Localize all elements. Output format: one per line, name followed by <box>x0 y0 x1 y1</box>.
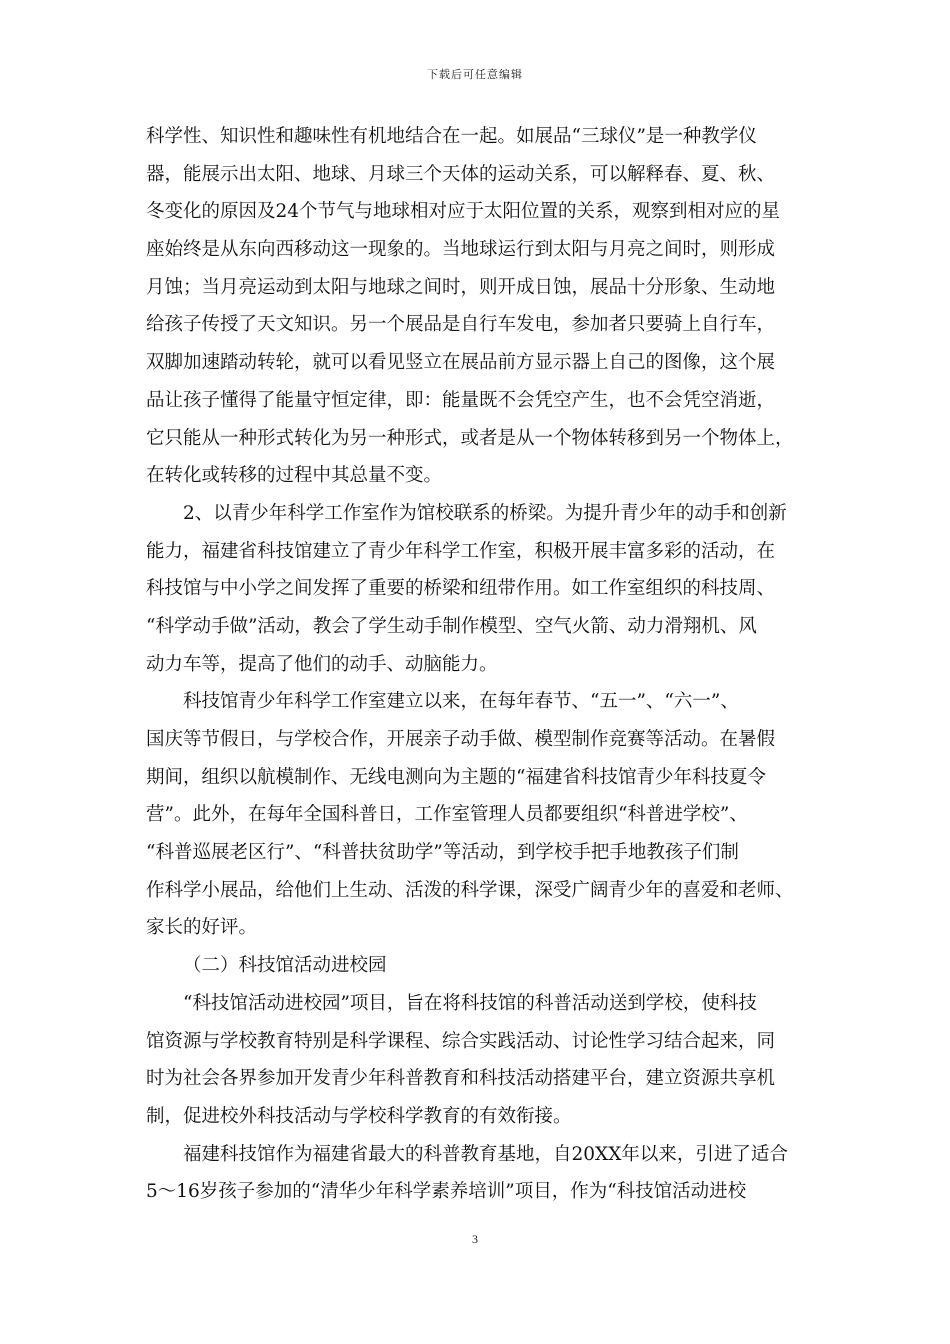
text-line: 2、以青少年科学工作室作为馆校联系的桥梁。为提升青少年的动手和创新 <box>183 502 787 524</box>
text-line: 能力，福建省科技馆建立了青少年科学工作室，积极开展丰富多彩的活动，在 <box>146 540 776 562</box>
text-line: 月蚀；当月亮运动到太阳与地球之间时，则开成日蚀，展品十分形象、生动地 <box>146 276 776 298</box>
text-line: 双脚加速踏动转轮，就可以看见竖立在展品前方显示器上自己的图像，这个展 <box>146 352 776 374</box>
text-line: 科技馆青少年科学工作室建立以来，在每年春节、“五一”、“六一”、 <box>183 691 739 713</box>
text-line: 它只能从一种形式转化为另一种形式，或者是从一个物体转移到另一个物体上， <box>146 427 794 449</box>
text-line: 科学性、知识性和趣味性有机地结合在一起。如展品“三球仪”是一种教学仪 <box>146 126 757 147</box>
text-line: 器，能展示出太阳、地球、月球三个天体的运动关系，可以解释春、夏、秋、 <box>146 163 776 185</box>
text-line: “科普巡展老区行”、“科普扶贫助学”等活动，到学校手把手地教孩子们制 <box>146 842 739 864</box>
text-line: “科学动手做”活动，教会了学生动手制作模型、空气火箭、动力滑翔机、风 <box>146 615 757 637</box>
text-line: 座始终是从东向西移动这一现象的。当地球运行到太阳与月亮之间时，则形成 <box>146 239 776 261</box>
text-line: 国庆等节假日，与学校合作，开展亲子动手做、模型制作竞赛等活动。在暑假 <box>146 729 776 750</box>
text-line: 品让孩子懂得了能量守恒定律，即：能量既不会凭空产生，也不会凭空消逝， <box>146 389 776 411</box>
text-line: （二）科技馆活动进校园 <box>183 955 387 977</box>
text-line: 制，促进校外科技活动与学校科学教育的有效衔接。 <box>146 1105 572 1127</box>
text-line: 作科学小展品，给他们上生动、活泼的科学课，深受广阔青少年的喜爱和老师、 <box>146 879 794 901</box>
text-line: 科技馆与中小学之间发挥了重要的桥梁和纽带作用。如工作室组织的科技周、 <box>146 578 776 600</box>
text-line: 家长的好评。 <box>146 917 258 939</box>
text-line: “科技馆活动进校园”项目，旨在将科技馆的科普活动送到学校，使科技 <box>183 992 757 1014</box>
text-line: 给孩子传授了天文知识。另一个展品是自行车发电，参加者只要骑上自行车， <box>146 314 776 336</box>
document-body <box>146 118 812 1211</box>
text-line: 期间，组织以航模制作、无线电测向为主题的“福建省科技馆青少年科技夏令 <box>146 766 766 788</box>
text-line: 馆资源与学校教育特别是科学课程、综合实践活动、讨论性学习结合起来，同 <box>146 1030 776 1052</box>
page-number: 3 <box>472 1232 478 1246</box>
text-line: 动力车等，提高了他们的动手、动脑能力。 <box>146 653 498 675</box>
text-line: 时为社会各界参加开发青少年科普教育和科技活动搭建平台，建立资源共享机 <box>146 1068 776 1090</box>
text-line: 5～16岁孩子参加的“清华少年科学素养培训”项目，作为“科技馆活动进校 <box>146 1181 747 1203</box>
text-line: 冬变化的原因及24个节气与地球相对应于太阳位置的关系，观察到相对应的星 <box>146 201 781 223</box>
text-line: 在转化或转移的过程中其总量不变。 <box>146 465 443 487</box>
page-header: 下载后可任意编辑 <box>427 68 523 81</box>
text-line: 营”。此外，在每年全国科普日，工作室管理人员都要组织“科普进学校”、 <box>146 804 748 826</box>
text-line: 福建科技馆作为福建省最大的科普教育基地，自20XX年以来，引进了适合 <box>183 1143 788 1165</box>
